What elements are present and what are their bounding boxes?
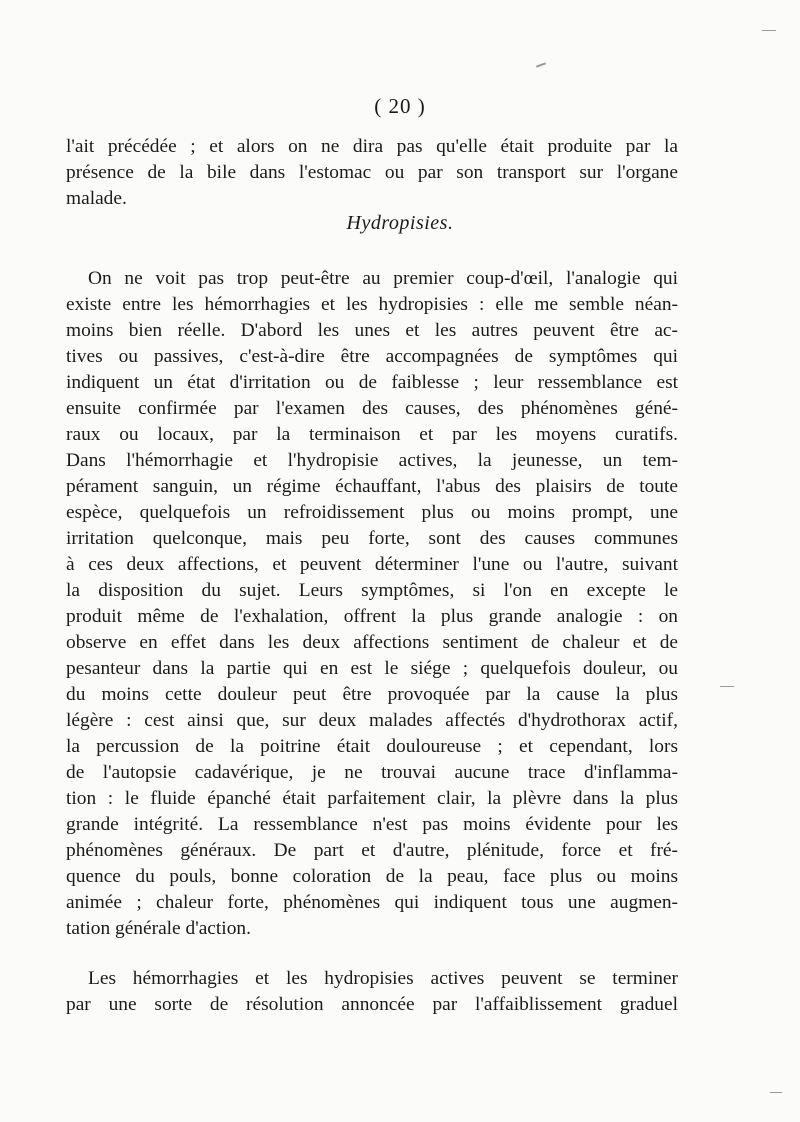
text-line: ensuite confirmée par l'examen des causes, des phénomènes géné- xyxy=(66,398,678,419)
text-line: moins bien réelle. D'abord les unes et les autres peuvent être ac- xyxy=(66,320,678,341)
text-line: animée ; chaleur forte, phénomènes qui indiquent tous une augmen- xyxy=(66,892,678,913)
text-line: grande intégrité. La ressemblance n'est pas moins évidente pour les xyxy=(66,814,678,835)
paragraph-hydropisies xyxy=(66,266,678,942)
scan-mark xyxy=(762,30,776,31)
text-line: légère : cest ainsi que, sur deux malades affectés d'hydrothorax actif, xyxy=(66,710,678,731)
text-line: la disposition du sujet. Leurs symptômes, si l'on en excepte le xyxy=(66,580,678,601)
text-line: malade. xyxy=(66,188,127,209)
text-line: phénomènes généraux. De part et d'autre, plénitude, force et fré- xyxy=(66,840,678,861)
text-line: la percussion de la poitrine était douloureuse ; et cependant, lors xyxy=(66,736,678,757)
text-line: Dans l'hémorrhagie et l'hydropisie actives, la jeunesse, un tem- xyxy=(66,450,678,471)
text-line: de l'autopsie cadavérique, je ne trouvai aucune trace d'inflamma- xyxy=(66,762,678,783)
scan-mark xyxy=(770,1092,782,1093)
text-line: tation générale d'action. xyxy=(66,918,251,939)
text-line: à ces deux affections, et peuvent déterminer l'une ou l'autre, suivant xyxy=(66,554,678,575)
scan-mark xyxy=(536,62,546,67)
text-line: Les hémorrhagies et les hydropisies actives peuvent se terminer xyxy=(88,968,678,989)
text-line: présence de la bile dans l'estomac ou par son transport sur l'organe xyxy=(66,162,678,183)
text-line: pesanteur dans la partie qui en est le siége ; quelquefois douleur, ou xyxy=(66,658,678,679)
text-line: tives ou passives, c'est-à-dire être accompagnées de symptômes qui xyxy=(66,346,678,367)
scan-mark xyxy=(720,686,734,687)
text-line: existe entre les hémorrhagies et les hydropisies : elle me semble néan- xyxy=(66,294,678,315)
text-line: irritation quelconque, mais peu forte, sont des causes communes xyxy=(66,528,678,549)
text-line: quence du pouls, bonne coloration de la peau, face plus ou moins xyxy=(66,866,678,887)
page-number: ( 20 ) xyxy=(374,94,426,118)
intro-paragraph xyxy=(66,134,678,212)
text-line: l'ait précédée ; et alors on ne dira pas qu'elle était produite par la xyxy=(66,136,678,157)
text-line: produit même de l'exhalation, offrent la plus grande analogie : on xyxy=(66,606,678,627)
text-line: indiquent un état d'irritation ou de faiblesse ; leur ressemblance est xyxy=(66,372,678,393)
text-line: par une sorte de résolution annoncée par l'affaiblissement graduel xyxy=(66,994,678,1015)
text-line: tion : le fluide épanché était parfaitement clair, la plèvre dans la plus xyxy=(66,788,678,809)
text-line: observe en effet dans les deux affections sentiment de chaleur et de xyxy=(66,632,678,653)
text-line: On ne voit pas trop peut-être au premier coup-d'œil, l'analogie qui xyxy=(88,268,678,289)
text-line: raux ou locaux, par la terminaison et par les moyens curatifs. xyxy=(66,424,678,445)
paragraph-terminaison xyxy=(66,966,678,1018)
text-line: espèce, quelquefois un refroidissement plus ou moins prompt, une xyxy=(66,502,678,523)
text-line: pérament sanguin, un régime échauffant, l'abus des plaisirs de toute xyxy=(66,476,678,497)
section-title: Hydropisies. xyxy=(346,212,454,234)
text-line: du moins cette douleur peut être provoquée par la cause la plus xyxy=(66,684,678,705)
